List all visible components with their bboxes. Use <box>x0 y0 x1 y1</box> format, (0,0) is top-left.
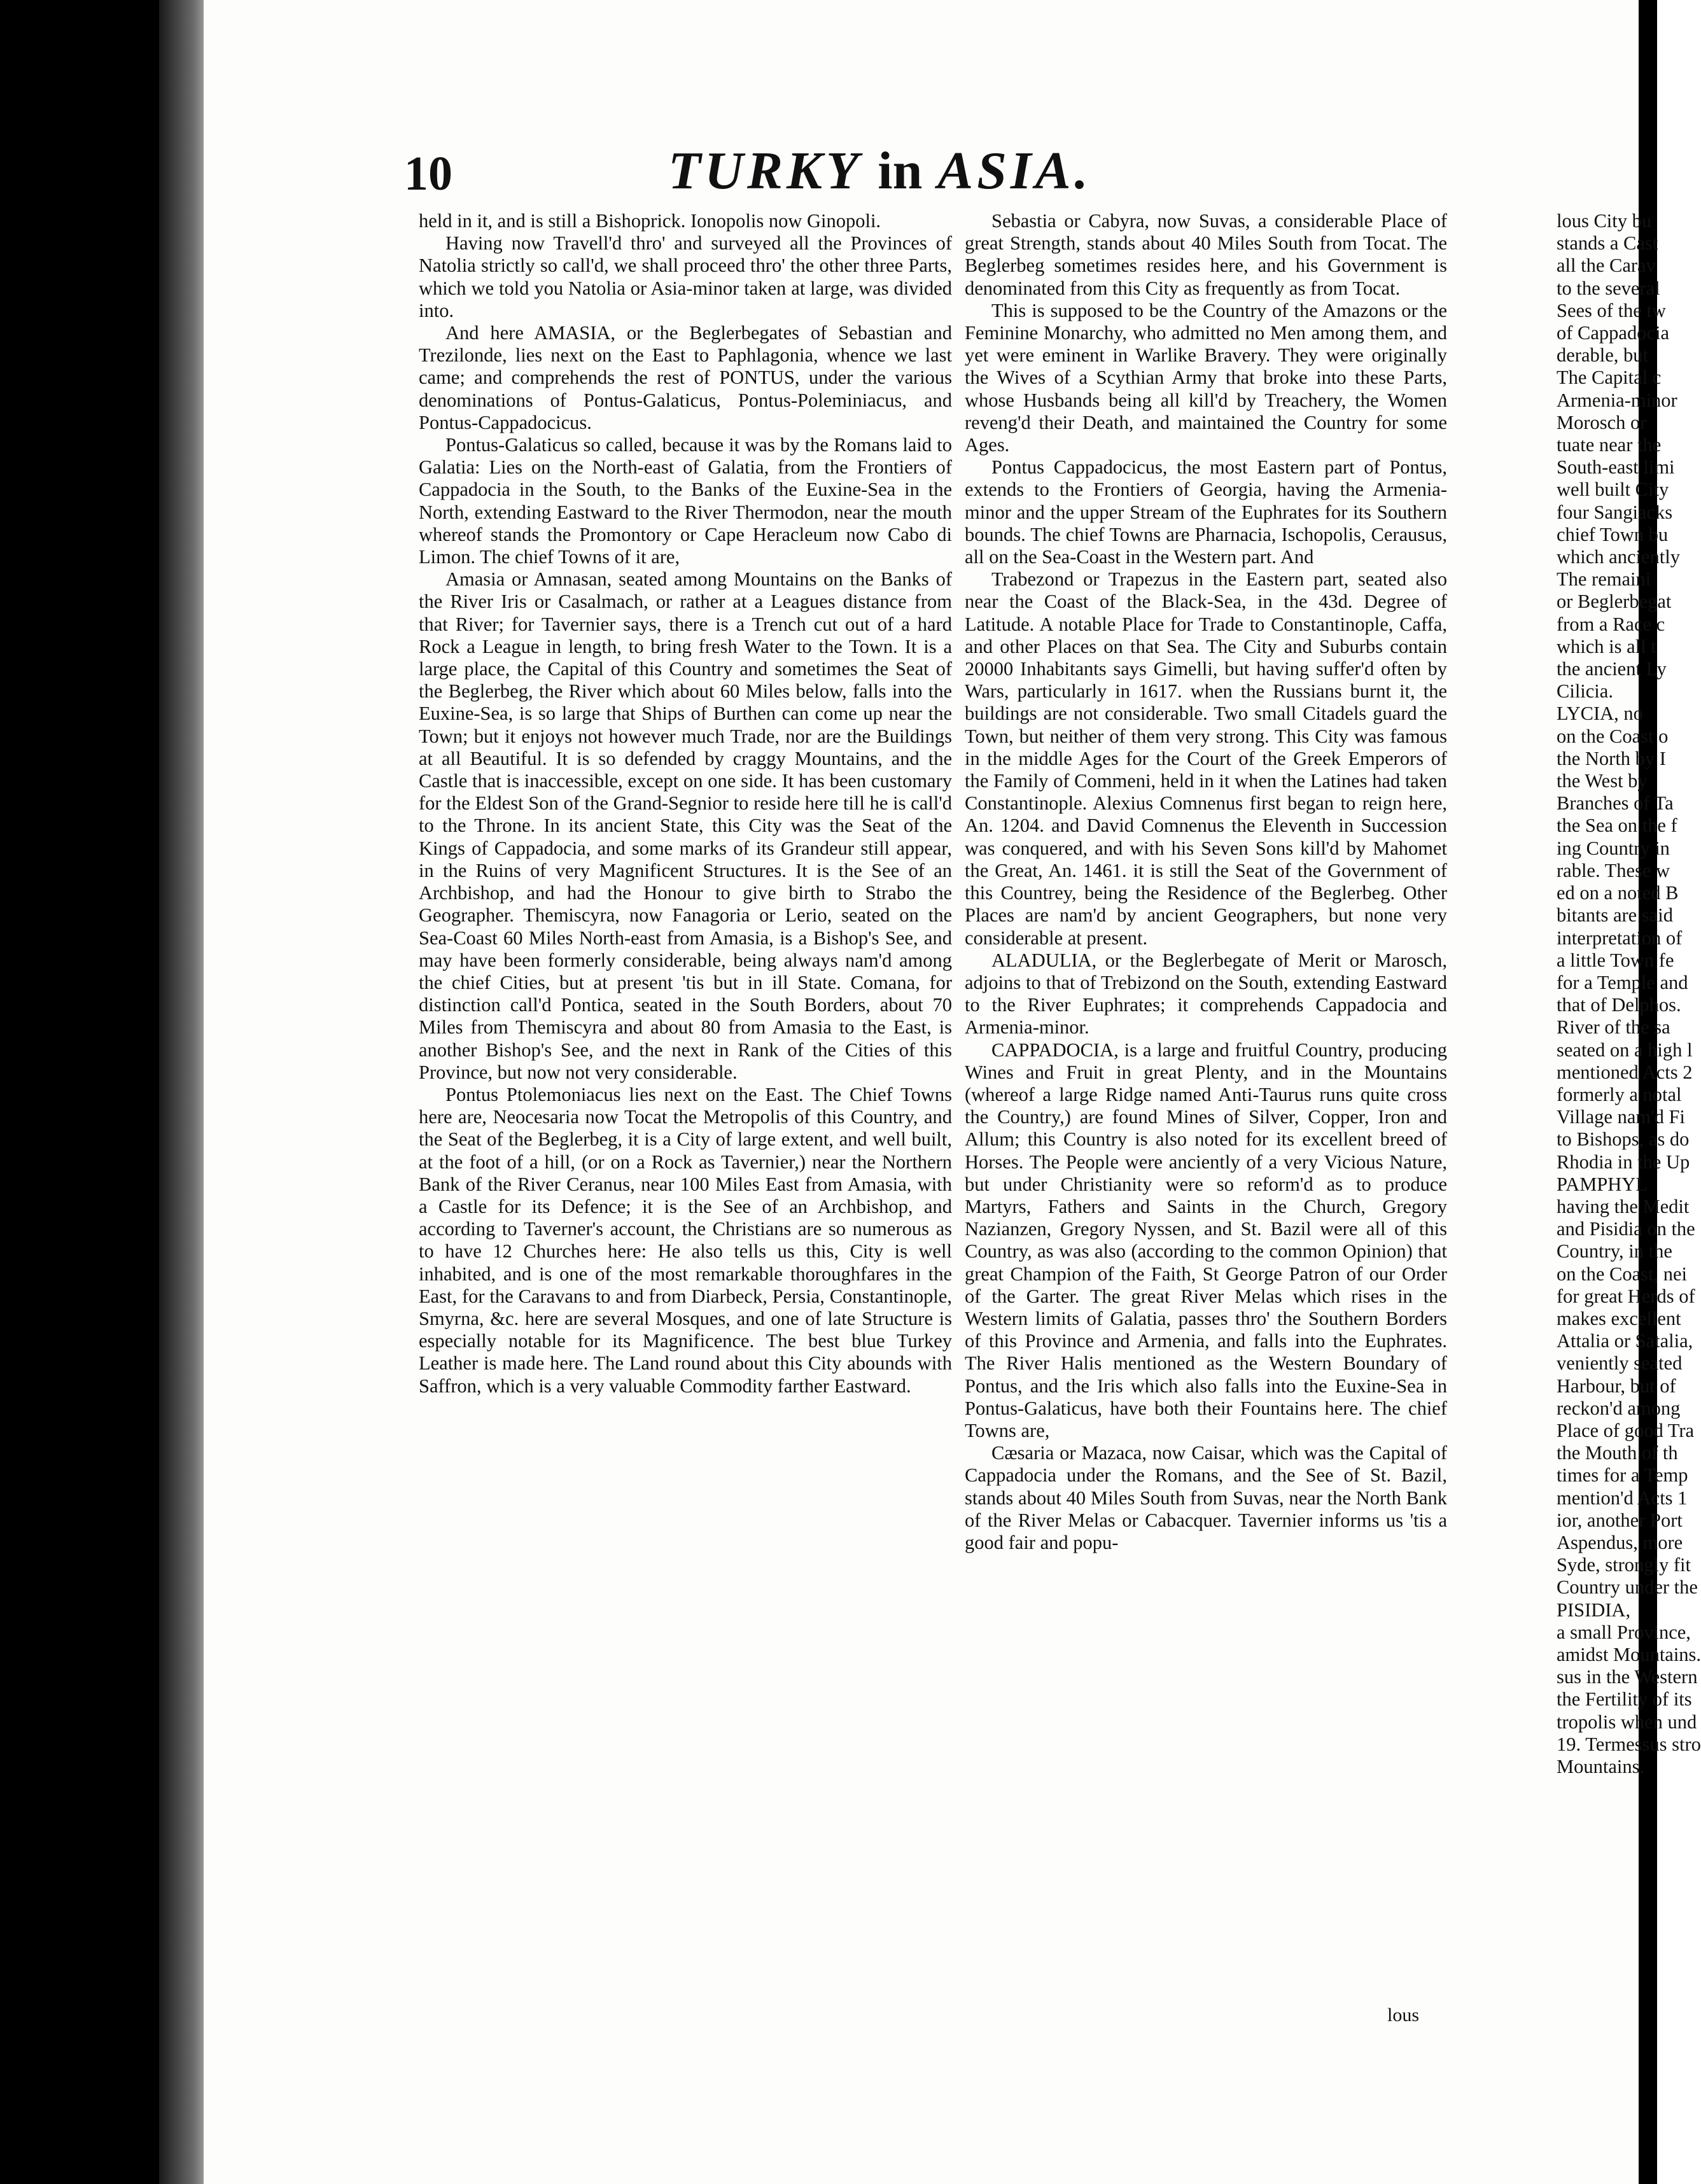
right-fragment-line-48: on the Coast, nei <box>1557 1263 1687 1285</box>
right-fragment-line-28: the Sea on the f <box>1557 815 1677 837</box>
right-fragment-line-49: for great Herds of <box>1557 1285 1695 1307</box>
right-fragment-line-38: seated on a high l <box>1557 1039 1693 1061</box>
right-fragment-line-16: which anciently <box>1557 546 1680 568</box>
left-paragraph-5: Amasia or Amnasan, seated among Mountains on the Banks of the River Iris or Casalmach, or rather at a Leagues distance from that River; for Tavernier says, there is a Trench cut out of a hard Rock a League in length, to bring fresh Water to the Town. It is a large place, the Capital of this Country and sometimes the Seat of the Beglerbeg, the River which about 60 Miles below, falls into the Euxine-Sea, is so large that Ships of Burthen can come up near the Town; but it enjoys not however much Trade, nor are the Buildings at all Beautiful. It is so defended by craggy Mountains, and the Castle that is inaccessible, except on one side. It has been customary for the Eldest Son of the Grand-Segnior to reside here till he is call'd to the Throne. In its ancient State, this City was the Seat of the Kings of Cappadocia, and some marks of its Grandeur still appear, in the Ruins of very Magnificent Structures. It is the See of an Archbishop, and had the Honour to give birth to Strabo the Geographer. Themiscyra, now Fanagoria or Lerio, seated on the Sea-Coast 60 Miles North-east from Amasia, is a Bishop's See, and may have been formerly considerable, being always nam'd among the chief Cities, but at present 'tis but in ill State. Comana, for distinction call'd Pontica, seated in the South Borders, about 70 Miles from Themiscyra and about 80 from Amasia to the East, is another Bishop's See, and the next in Rank of the Cities of this Province, but now not very considerable. <box>419 568 952 1083</box>
right-fragment-line-41: Village nam'd Fi <box>1557 1106 1685 1128</box>
right-fragment-line-15: chief Town bu <box>1557 523 1669 545</box>
right-fragment-line-42: to Bishops, as do <box>1557 1128 1690 1151</box>
right-fragment-line-7: derable, but <box>1557 344 1648 367</box>
right-fragment-line-46: and Pisidia on the <box>1557 1218 1695 1240</box>
right-fragment-line-13: well built City <box>1557 479 1669 501</box>
right-fragment-line-12: South-east limi <box>1557 456 1675 479</box>
catchword: lous <box>1387 2005 1420 2026</box>
right-fragment-line-54: reckon'd among <box>1557 1397 1681 1419</box>
middle-paragraph-3: Pontus Cappadocicus, the most Eastern part of Pontus, extends to the Frontiers of Georgia, having the Armenia-minor and the upper Stream of the Euphrates for its Southern bounds. The chief Towns are Pharnacia, Ischopolis, Cerausus, all on the Sea-Coast in the Western part. And <box>965 456 1447 568</box>
right-fragment-line-9: Armenia-minor <box>1557 389 1677 411</box>
right-fragment-line-34: a little Town fe <box>1557 949 1674 971</box>
right-fragment-line-4: to the several <box>1557 277 1660 299</box>
right-fragment-line-50: makes excellent <box>1557 1307 1681 1329</box>
right-fragment-line-52: veniently seated <box>1557 1352 1683 1375</box>
right-fragment-line-63: PISIDIA, <box>1557 1599 1631 1621</box>
right-fragment-line-19: from a Race c <box>1557 613 1665 635</box>
right-fragment-line-30: rable. These w <box>1557 859 1670 881</box>
middle-paragraph-6: CAPPADOCIA, is a large and fruitful Country, producing Wines and Fruit in great Plenty, and in the Mountains (whereof a large Ridge named Anti-Taurus runs quite cross the Country,) are found Mines of Silver, Copper, Iron and Allum; this Country is also noted for its excellent breed of Horses. The People were anciently of a very Vicious Nature, but under Christianity were so reform'd as to produce Martyrs, Fathers and Saints in the Church, Gregory Nazianzen, Gregory Nyssen, and St. Bazil were all of this Country, as was also (according to the common Opinion) that great Champion of the Faith, St George Patron of our Order of the Garter. The great River Melas which rises in the Western limits of Galatia, passes thro' the Southern Borders of this Province and Armenia, and falls into the Euphrates. The River Halis mentioned as the Western Boundary of Pontus, and the Iris which also falls into the Euxine-Sea in Pontus-Galaticus, have both their Fountains here. The chief Towns are, <box>965 1039 1447 1441</box>
right-fragment-line-70: Mountains. <box>1557 1756 1645 1778</box>
right-fragment-line-53: Harbour, but of <box>1557 1375 1676 1397</box>
running-title-part2: in <box>878 141 923 200</box>
right-fragment-line-31: ed on a noted B <box>1557 882 1679 904</box>
right-fragment-line-57: times for a Temp <box>1557 1464 1688 1487</box>
right-fragment-line-65: amidst Mountains. <box>1557 1644 1701 1665</box>
right-fragment-line-47: Country, in the <box>1557 1240 1672 1263</box>
right-fragment-line-11: tuate near the <box>1557 434 1662 456</box>
right-fragment-line-40: formerly a notal <box>1557 1083 1682 1105</box>
running-title <box>668 140 1092 202</box>
right-fragment-line-25: the North by I <box>1557 747 1666 769</box>
right-fragment-line-24: on the Coast o <box>1557 725 1669 747</box>
right-fragment-line-8: The Capital c <box>1557 367 1662 389</box>
left-paragraph-6: Pontus Ptolemoniacus lies next on the East. The Chief Towns here are, Neocesaria now Tocat the Metropolis of this Country, and the Seat of the Beglerbeg, it is a City of large extent, and well built, at the foot of a hill, (or on a Rock as Tavernier,) near the Northern Bank of the River Ceranus, near 100 Miles East from Amasia, with a Castle for its Defence; it is the See of an Archbishop, and according to Taverner's account, the Christians are so numerous as to have 12 Churches here: He also tells us this, City is well inhabited, and is one of the most remarkable thoroughfares in the East, for the Caravans to and from Diarbeck, Persia, Constantinople, Smyrna, &c. here are several Mosques, and one of late Structure is especially notable for its Magnificence. The best blue Turkey Leather is made here. The Land round about this City abounds with Saffron, which is a very valuable Commodity farther Eastward. <box>419 1083 952 1397</box>
right-fragment-line-20: which is all t <box>1557 635 1656 657</box>
running-title-part3: ASIA. <box>937 141 1092 200</box>
right-fragment-line-58: mention'd Acts 1 <box>1557 1487 1688 1509</box>
right-fragment-line-45: having the Medit <box>1557 1195 1690 1217</box>
right-page-fragment <box>1557 210 1701 1778</box>
right-fragment-line-44: PAMPHYL <box>1557 1173 1648 1195</box>
right-fragment-line-22: Cilicia. <box>1557 680 1613 703</box>
middle-text-column <box>965 210 1447 1554</box>
right-fragment-line-36: that of Delphos. <box>1557 994 1681 1016</box>
right-fragment-line-60: Aspendus, more <box>1557 1531 1683 1553</box>
right-fragment-line-14: four Sangiacks <box>1557 501 1673 523</box>
right-fragment-line-10: Morosch or <box>1557 411 1647 433</box>
right-fragment-line-1: lous City bu <box>1557 210 1652 232</box>
right-fragment-line-2: stands a Cast <box>1557 232 1658 255</box>
right-fragment-line-6: of Cappadocia <box>1557 322 1669 344</box>
right-fragment-line-56: the Mouth of th <box>1557 1442 1678 1464</box>
right-fragment-line-33: interpretation of <box>1557 927 1683 949</box>
middle-paragraph-7: Cæsaria or Mazaca, now Caisar, which was the Capital of Cappadocia under the Romans, and the See of St. Bazil, stands about 40 Miles South from Suvas, near the North Bank of the River Melas or Cabacquer. Tavernier informs us 'tis a good fair and popu- <box>965 1442 1447 1553</box>
right-fragment-line-35: for a Temple and <box>1557 971 1688 993</box>
middle-paragraph-5: ALADULIA, or the Beglerbegate of Merit or Marosch, adjoins to that of Trebizond on the South, extending Eastward to the River Euphrates; it comprehends Cappadocia and Armenia-minor. <box>965 949 1447 1039</box>
right-fragment-line-39: mentioned Acts 2 <box>1557 1061 1693 1083</box>
right-fragment-line-69: 19. Termessus stro <box>1557 1733 1701 1755</box>
right-fragment-line-61: Syde, strongly fit <box>1557 1554 1691 1576</box>
middle-paragraph-4: Trabezond or Trapezus in the Eastern part, seated also near the Coast of the Black-Sea, in the 43d. Degree of Latitude. A notable Place for Trade to Constantinople, Caffa, and other Places on that Sea. The City and Suburbs contain 20000 Inhabitants says Gimelli, but having suffer'd often by Wars, particularly in 1617. when the Russians burnt it, the buildings are not considerable. Two small Citadels guard the Town, but neither of them very strong. This City was famous in the middle Ages for the Court of the Greek Emperors of the Family of Commeni, held in it when the Latines had taken Constantinople. Alexius Comnenus first began to reign here, An. 1204. and David Comnenus the Eleventh in Succession was conquered, and with his Seven Sons kill'd by Mahomet the Great, An. 1461. it is still the Seat of the Government of this Countrey, being the Residence of the Beglerbeg. Other Places are nam'd by ancient Geographers, but none very considerable at present. <box>965 568 1447 949</box>
middle-paragraph-2: This is supposed to be the Country of the Amazons or the Feminine Monarchy, who admitted no Men among them, and yet were eminent in Warlike Bravery. They were originally the Wives of a Scythian Army that broke into these Parts, whose Husbands being all kill'd by Treachery, the Women reveng'd their Death, and maintained the Country for some Ages. <box>965 299 1447 456</box>
right-fragment-line-32: bitants are said <box>1557 904 1673 927</box>
page-number: 10 <box>404 147 452 200</box>
right-fragment-line-26: the West by <box>1557 770 1648 792</box>
right-fragment-line-17: The remaini <box>1557 568 1651 591</box>
right-fragment-line-55: Place of good Tra <box>1557 1419 1695 1441</box>
right-fragment-line-21: the ancient Ly <box>1557 658 1667 680</box>
right-fragment-line-3: all the Carav <box>1557 255 1656 277</box>
right-fragment-line-68: tropolis when und <box>1557 1711 1697 1733</box>
left-paragraph-1: held in it, and is still a Bishoprick. Ionopolis now Ginopoli. <box>419 210 881 232</box>
page-header <box>404 127 1260 204</box>
right-fragment-line-29: ing Country in <box>1557 837 1670 859</box>
right-fragment-line-5: Sees of the tw <box>1557 299 1666 321</box>
right-fragment-line-62: Country under the <box>1557 1576 1698 1599</box>
running-title-part1: TURKY <box>668 141 861 200</box>
left-paragraph-3: And here AMASIA, or the Beglerbegates of Sebastian and Trezilonde, lies next on the East to Paphlagonia, whence we last came; and comprehends the rest of PONTUS, under the various denominations of Pontus-Galaticus, Pontus-Poleminiacus, and Pontus-Cappadocicus. <box>419 322 952 433</box>
right-fragment-line-67: the Fertility of its <box>1557 1688 1692 1711</box>
right-fragment-line-18: or Beglerbegat <box>1557 591 1672 613</box>
right-fragment-line-37: River of the sa <box>1557 1016 1670 1039</box>
right-fragment-line-43: Rhodia in the Up <box>1557 1151 1690 1173</box>
right-fragment-line-23: LYCIA, no <box>1557 703 1643 725</box>
right-fragment-line-66: sus in the Western <box>1557 1666 1698 1688</box>
right-fragment-line-64: a small Province, <box>1557 1621 1691 1643</box>
right-fragment-line-51: Attalia or Satalia, <box>1557 1330 1693 1352</box>
middle-paragraph-1: Sebastia or Cabyra, now Suvas, a considerable Place of great Strength, stands about 40 Miles South from Tocat. The Beglerbeg sometimes resides here, and his Government is denominated from this City as frequently as from Tocat. <box>965 210 1447 299</box>
left-paragraph-2: Having now Travell'd thro' and surveyed all the Provinces of Natolia strictly so call'd, we shall proceed thro' the other three Parts, which we told you Natolia or Asia-minor taken at large, was divided into. <box>419 232 952 321</box>
right-fragment-line-27: Branches of Ta <box>1557 792 1674 815</box>
left-paragraph-4: Pontus-Galaticus so called, because it was by the Romans laid to Galatia: Lies on the North-east of Galatia, from the Frontiers of Cappadocia in the South, to the Banks of the Euxine-Sea in the North, extending Eastward to the River Thermodon, near the mouth whereof stands the Promontory or Cape Heracleum now Cabo di Limon. The chief Towns of it are, <box>419 434 952 568</box>
right-fragment-line-59: ior, another Port <box>1557 1509 1683 1531</box>
left-text-column <box>419 210 952 1397</box>
